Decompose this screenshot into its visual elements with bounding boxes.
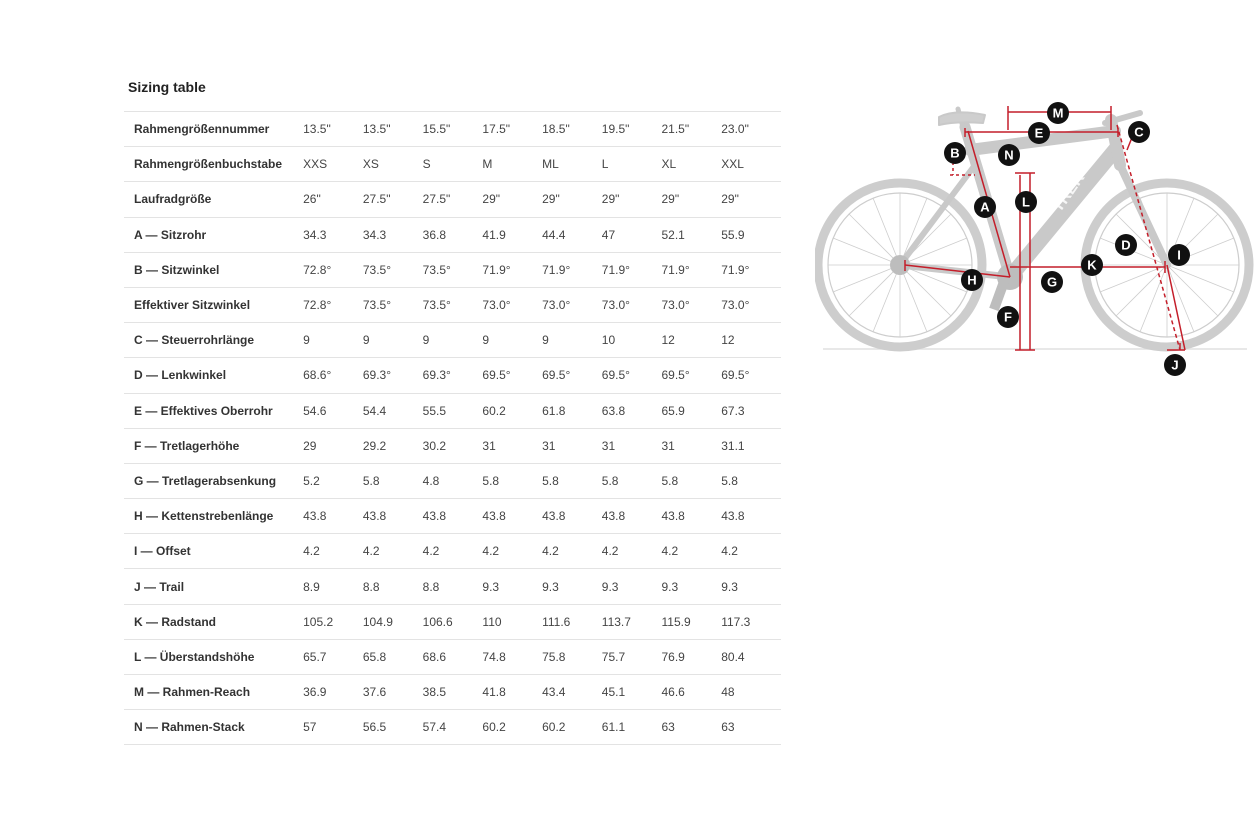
row-label: Laufradgröße [124,182,303,217]
table-cell: 48 [721,675,781,710]
table-cell: 69.3° [363,358,423,393]
table-cell: 69.5° [542,358,602,393]
table-cell: 69.3° [423,358,483,393]
table-cell: 38.5 [423,675,483,710]
brand-logo: TREK [1049,169,1089,216]
table-cell: 57 [303,710,363,745]
badge-b [944,142,966,164]
table-cell: 31 [602,428,662,463]
table-cell: 21.5" [662,112,722,147]
table-cell: 68.6° [303,358,363,393]
table-cell: 43.8 [721,499,781,534]
table-cell: 72.8° [303,252,363,287]
row-label: Effektiver Sitzwinkel [124,287,303,322]
table-cell: XXS [303,147,363,182]
badge-letter: N [1004,147,1014,163]
table-cell: 52.1 [662,217,722,252]
table-cell: 29" [482,182,542,217]
table-cell: 73.0° [721,287,781,322]
table-cell: 27.5" [423,182,483,217]
table-cell: 43.8 [423,499,483,534]
table-cell: 80.4 [721,639,781,674]
badge-letter: K [1087,257,1097,273]
table-cell: 8.9 [303,569,363,604]
table-cell: 18.5" [542,112,602,147]
table-cell: 55.9 [721,217,781,252]
table-row [124,463,781,498]
row-label: Rahmengrößennummer [124,112,303,147]
table-cell: 12 [721,323,781,358]
table-cell: 5.8 [662,463,722,498]
table-row [124,569,781,604]
table-cell: 75.8 [542,639,602,674]
table-cell: XS [363,147,423,182]
table-cell: 65.9 [662,393,722,428]
table-row [124,534,781,569]
table-cell: 69.5° [662,358,722,393]
table-cell: 113.7 [602,604,662,639]
table-cell: 9 [423,323,483,358]
table-cell: 61.1 [602,710,662,745]
table-cell: 10 [602,323,662,358]
table-cell: 17.5" [482,112,542,147]
table-cell: 105.2 [303,604,363,639]
table-cell: 4.2 [423,534,483,569]
badge-letter: D [1121,237,1131,253]
table-cell: 69.5° [482,358,542,393]
table-cell: 44.4 [542,217,602,252]
table-row [124,675,781,710]
table-row [124,323,781,358]
row-label: J — Trail [124,569,303,604]
row-label: F — Tretlagerhöhe [124,428,303,463]
table-cell: 13.5" [303,112,363,147]
table-cell: 65.7 [303,639,363,674]
table-cell: 36.8 [423,217,483,252]
table-cell: 72.8° [303,287,363,322]
bike-geometry-diagram [815,95,1255,385]
table-cell: 110 [482,604,542,639]
badge-letter: E [1034,125,1044,141]
table-cell: 74.8 [482,639,542,674]
table-cell: 34.3 [303,217,363,252]
table-cell: 43.4 [542,675,602,710]
table-cell: 63 [721,710,781,745]
badge-h [961,269,983,291]
badge-i [1168,244,1190,266]
table-cell: 5.8 [363,463,423,498]
table-cell: 54.6 [303,393,363,428]
table-cell: 9 [542,323,602,358]
table-row [124,112,781,147]
sizing-table [124,111,781,745]
table-cell: 4.2 [363,534,423,569]
table-cell: 29" [662,182,722,217]
badge-g [1041,271,1063,293]
table-cell: L [602,147,662,182]
table-cell: 9 [482,323,542,358]
table-cell: 65.8 [363,639,423,674]
badge-n [998,144,1020,166]
table-cell: 73.0° [482,287,542,322]
row-label: B — Sitzwinkel [124,252,303,287]
table-cell: 63 [662,710,722,745]
page-title: Sizing table [128,79,206,95]
table-cell: 4.2 [303,534,363,569]
table-row [124,710,781,745]
table-cell: 5.8 [482,463,542,498]
table-cell: 29" [542,182,602,217]
table-cell: 41.9 [482,217,542,252]
table-cell: 43.8 [363,499,423,534]
table-cell: 67.3 [721,393,781,428]
table-cell: 9.3 [482,569,542,604]
table-cell: 5.8 [542,463,602,498]
table-cell: 12 [662,323,722,358]
table-cell: 73.5° [363,252,423,287]
table-cell: 9.3 [721,569,781,604]
table-cell: 37.6 [363,675,423,710]
table-cell: 115.9 [662,604,722,639]
table-cell: 111.6 [542,604,602,639]
table-row [124,639,781,674]
table-cell: ML [542,147,602,182]
row-label: A — Sitzrohr [124,217,303,252]
table-cell: 43.8 [662,499,722,534]
badge-letter: H [967,272,977,288]
table-cell: 41.8 [482,675,542,710]
table-cell: 31 [542,428,602,463]
row-label: K — Radstand [124,604,303,639]
table-cell: 4.2 [482,534,542,569]
table-cell: 45.1 [602,675,662,710]
table-cell: 73.5° [363,287,423,322]
table-cell: 4.2 [542,534,602,569]
table-cell: M [482,147,542,182]
table-cell: 75.7 [602,639,662,674]
badge-letter: C [1134,124,1144,140]
table-cell: 71.9° [721,252,781,287]
table-cell: 60.2 [482,710,542,745]
table-cell: 15.5" [423,112,483,147]
table-cell: 9 [363,323,423,358]
table-cell: 61.8 [542,393,602,428]
table-cell: 9 [303,323,363,358]
row-label: C — Steuerrohrlänge [124,323,303,358]
table-cell: 73.5° [423,252,483,287]
table-cell: 30.2 [423,428,483,463]
table-cell: 9.3 [542,569,602,604]
table-cell: 43.8 [602,499,662,534]
table-row [124,499,781,534]
table-row [124,217,781,252]
table-cell: 26" [303,182,363,217]
table-cell: 5.8 [721,463,781,498]
table-cell: 29" [602,182,662,217]
table-cell: 34.3 [363,217,423,252]
row-label: M — Rahmen-Reach [124,675,303,710]
table-cell: 76.9 [662,639,722,674]
table-cell: 43.8 [303,499,363,534]
table-cell: 73.0° [662,287,722,322]
table-cell: 31 [482,428,542,463]
table-cell: 71.9° [482,252,542,287]
row-label: H — Kettenstrebenlänge [124,499,303,534]
table-cell: 9.3 [662,569,722,604]
table-cell: 29 [303,428,363,463]
table-cell: 8.8 [423,569,483,604]
table-cell: 73.0° [602,287,662,322]
table-cell: 4.2 [721,534,781,569]
table-cell: 60.2 [482,393,542,428]
table-cell: 36.9 [303,675,363,710]
table-cell: 13.5" [363,112,423,147]
badge-j [1164,354,1186,376]
table-cell: 4.2 [662,534,722,569]
row-label: L — Überstandshöhe [124,639,303,674]
table-cell: 71.9° [602,252,662,287]
table-cell: 29" [721,182,781,217]
table-cell: 56.5 [363,710,423,745]
badge-letter: M [1052,105,1064,121]
table-cell: 27.5" [363,182,423,217]
table-cell: 117.3 [721,604,781,639]
row-label: E — Effektives Oberrohr [124,393,303,428]
table-cell: 43.8 [482,499,542,534]
row-label: Rahmengrößenbuchstabe [124,147,303,182]
table-cell: 60.2 [542,710,602,745]
table-cell: 23.0" [721,112,781,147]
badge-d [1115,234,1137,256]
row-label: N — Rahmen-Stack [124,710,303,745]
table-cell: 63.8 [602,393,662,428]
badge-letter: A [980,199,990,215]
table-row [124,428,781,463]
table-cell: 5.8 [602,463,662,498]
table-cell: 8.8 [363,569,423,604]
table-row [124,147,781,182]
table-cell: 46.6 [662,675,722,710]
table-row [124,393,781,428]
table-cell: 31.1 [721,428,781,463]
badge-l [1015,191,1037,213]
table-cell: 55.5 [423,393,483,428]
row-label: D — Lenkwinkel [124,358,303,393]
table-cell: 57.4 [423,710,483,745]
badge-c [1128,121,1150,143]
table-cell: S [423,147,483,182]
table-cell: 68.6 [423,639,483,674]
table-cell: 29.2 [363,428,423,463]
table-cell: 71.9° [662,252,722,287]
row-label: G — Tretlagerabsenkung [124,463,303,498]
badge-letter: F [1004,309,1012,325]
table-cell: 73.0° [542,287,602,322]
table-row [124,182,781,217]
table-cell: 43.8 [542,499,602,534]
badge-k [1081,254,1103,276]
badge-letter: J [1171,357,1179,373]
table-cell: 69.5° [602,358,662,393]
table-cell: 106.6 [423,604,483,639]
table-cell: 19.5" [602,112,662,147]
table-cell: 71.9° [542,252,602,287]
badge-letter: G [1046,274,1058,290]
table-cell: 9.3 [602,569,662,604]
table-cell: XXL [721,147,781,182]
table-cell: 104.9 [363,604,423,639]
table-cell: 4.2 [602,534,662,569]
table-row [124,358,781,393]
table-cell: 4.8 [423,463,483,498]
badge-m [1047,102,1069,124]
table-cell: 47 [602,217,662,252]
table-cell: 73.5° [423,287,483,322]
table-cell: 5.2 [303,463,363,498]
badge-a [974,196,996,218]
table-cell: 31 [662,428,722,463]
badge-f [997,306,1019,328]
badge-letter: L [1022,194,1030,210]
badge-letter: I [1177,247,1181,263]
table-row [124,252,781,287]
table-row [124,604,781,639]
table-cell: 69.5° [721,358,781,393]
row-label: I — Offset [124,534,303,569]
badge-letter: B [950,145,960,161]
table-cell: XL [662,147,722,182]
table-row [124,287,781,322]
table-cell: 54.4 [363,393,423,428]
badge-e [1028,122,1050,144]
